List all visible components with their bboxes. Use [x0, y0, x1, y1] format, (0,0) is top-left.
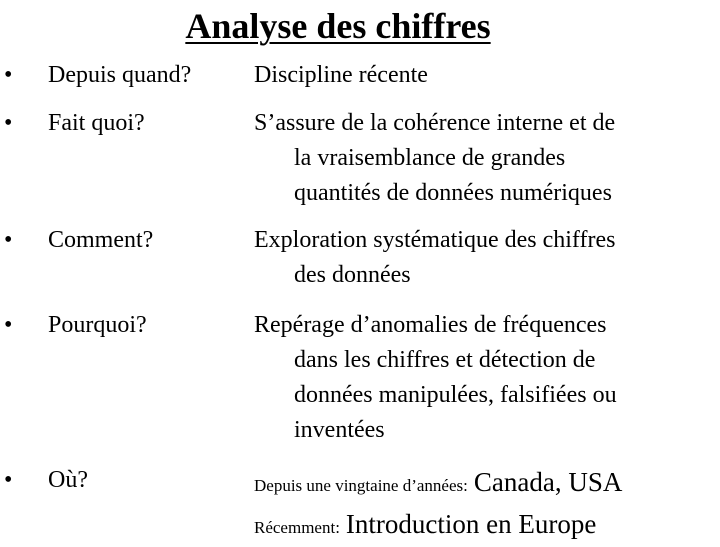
answer-line: Repérage d’anomalies de fréquences	[254, 312, 607, 338]
answer-text	[254, 223, 694, 293]
question-label: Comment?	[48, 227, 154, 253]
question-label: Depuis quand?	[48, 62, 192, 88]
answer-line: inventées	[294, 417, 385, 443]
region-value: Canada, USA	[473, 467, 623, 497]
bullet: •	[4, 110, 13, 136]
bullet: •	[4, 312, 13, 338]
question-label: Fait quoi?	[48, 110, 145, 136]
region-value: Introduction en Europe	[345, 509, 597, 539]
answer-line	[254, 505, 694, 547]
period-label: Depuis une vingtaine d’années:	[254, 476, 468, 495]
slide-title: Analyse des chiffres	[185, 6, 491, 46]
bullet: •	[4, 467, 13, 493]
answer-text	[254, 308, 694, 448]
answer-line: la vraisemblance de grandes	[294, 145, 566, 171]
bullet: •	[4, 62, 13, 88]
answer-line: Exploration systématique des chiffres	[254, 227, 616, 253]
answer-text	[254, 463, 694, 547]
answer-line: des données	[294, 262, 411, 288]
answer-line: dans les chiffres et détection de	[294, 347, 596, 373]
answer-line: quantités de données numériques	[294, 180, 612, 206]
period-label: Récemment:	[254, 518, 340, 537]
answer-line	[254, 463, 694, 505]
bullet: •	[4, 227, 13, 253]
answer-line: S’assure de la cohérence interne et de	[254, 110, 616, 136]
answer-text	[254, 58, 694, 93]
question-label: Pourquoi?	[48, 312, 147, 338]
question-label: Où?	[48, 467, 88, 493]
answer-line: Discipline récente	[254, 62, 428, 88]
answer-text	[254, 106, 694, 211]
answer-line: données manipulées, falsifiées ou	[294, 382, 617, 408]
